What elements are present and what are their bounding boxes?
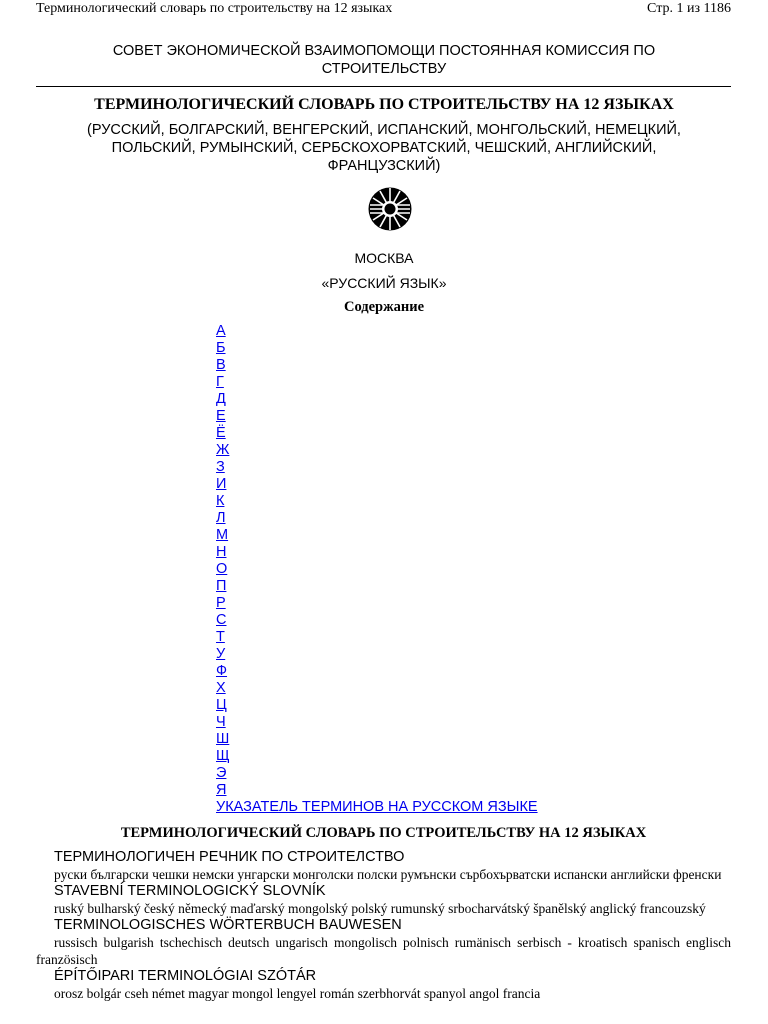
publisher-logo-icon xyxy=(367,186,413,232)
toc-link[interactable]: У xyxy=(216,646,226,662)
toc-link[interactable]: Щ xyxy=(216,748,230,764)
toc-link[interactable]: С xyxy=(216,612,227,628)
header-doc-title: Терминологический словарь по строительству на 12 языках xyxy=(36,1,393,16)
header-page-info: Стр. 1 из 1186 xyxy=(647,1,731,16)
toc-link[interactable]: Э xyxy=(216,765,227,781)
toc-link[interactable]: З xyxy=(216,459,225,475)
toc-link[interactable]: Т xyxy=(216,629,225,645)
entry-languages: руски български чешки немски унгарски монголски полски румънски сърбохърватски испански английски френски xyxy=(54,867,722,882)
toc-link[interactable]: Р xyxy=(216,595,226,611)
toc-link[interactable]: Ф xyxy=(216,663,228,679)
toc-heading: Содержание xyxy=(343,299,425,315)
council-name: СОВЕТ ЭКОНОМИЧЕСКОЙ ВЗАИМОПОМОЩИ ПОСТОЯННАЯ КОМИССИЯ ПО СТРОИТЕЛЬСТВУ xyxy=(112,43,656,77)
toc-link[interactable]: Д xyxy=(216,391,226,407)
toc-link[interactable]: П xyxy=(216,578,227,594)
toc-link[interactable]: О xyxy=(216,561,228,577)
publication-city: МОСКВА xyxy=(354,250,414,266)
table-of-contents xyxy=(216,323,538,816)
toc-link[interactable]: Я xyxy=(216,782,227,798)
toc-link-russian-index[interactable]: УКАЗАТЕЛЬ ТЕРМИНОВ НА РУССКОМ ЯЗЫКЕ xyxy=(216,799,538,815)
entry-title: ÉPÍTŐIPARI TERMINOLÓGIAI SZÓTÁR xyxy=(54,968,317,984)
entry-languages: russisch bulgarish tschechisch deutsch ungarisch mongolisch polnisch rumänisch serbisch - kroatisch spanisch englisch französisch xyxy=(36,935,731,967)
toc-link[interactable]: Е xyxy=(216,408,226,424)
toc-link[interactable]: В xyxy=(216,357,226,373)
entry-title: ТЕРМИНОЛОГИЧЕН РЕЧНИК ПО СТРОИТЕЛСТВО xyxy=(54,849,405,865)
entry-languages: ruský bulharský český německý maďarský mongolský polský rumunský srbocharvátský španělský anglický francouzský xyxy=(54,901,706,916)
languages-list: (РУССКИЙ, БОЛГАРСКИЙ, ВЕНГЕРСКИЙ, ИСПАНСКИЙ, МОНГОЛЬСКИЙ, НЕМЕЦКИЙ, ПОЛЬСКИЙ, РУМЫНСКИЙ, СЕРБСКОХОРВАТСКИЙ, ЧЕШСКИЙ, АНГЛИЙСКИЙ, ФРАНЦУЗСКИЙ) xyxy=(87,122,681,174)
entry-title: TERMINOLOGISCHES WÖRTERBUCH BAUWESEN xyxy=(54,917,402,933)
toc-link[interactable]: Н xyxy=(216,544,227,560)
toc-link[interactable]: И xyxy=(216,476,227,492)
header-divider xyxy=(36,86,731,87)
toc-link[interactable]: А xyxy=(216,323,226,339)
toc-link[interactable]: Ч xyxy=(216,714,226,730)
section-title: ТЕРМИНОЛОГИЧЕСКИЙ СЛОВАРЬ ПО СТРОИТЕЛЬСТВУ НА 12 ЯЗЫКАХ xyxy=(120,825,647,841)
toc-link[interactable]: Х xyxy=(216,680,226,696)
toc-link[interactable]: Ё xyxy=(216,425,226,441)
toc-link[interactable]: Ц xyxy=(216,697,227,713)
toc-link[interactable]: К xyxy=(216,493,225,509)
publisher-name: «РУССКИЙ ЯЗЫК» xyxy=(321,275,447,291)
toc-link[interactable]: М xyxy=(216,527,229,543)
dictionary-intro xyxy=(36,824,731,1002)
entry-title: STAVEBNÍ TERMINOLOGICKÝ SLOVNÍK xyxy=(54,883,326,899)
page-header xyxy=(36,0,731,18)
toc-link[interactable]: Б xyxy=(216,340,226,356)
toc-link[interactable]: Г xyxy=(216,374,224,390)
book-title: ТЕРМИНОЛОГИЧЕСКИЙ СЛОВАРЬ ПО СТРОИТЕЛЬСТВУ НА 12 ЯЗЫКАХ xyxy=(94,96,674,113)
entry-languages: orosz bolgár cseh német magyar mongol lengyel román szerbhorvát spanyol angol francia xyxy=(54,986,541,1001)
toc-link[interactable]: Л xyxy=(216,510,226,526)
toc-link[interactable]: Ж xyxy=(216,442,230,458)
toc-link[interactable]: Ш xyxy=(216,731,230,747)
